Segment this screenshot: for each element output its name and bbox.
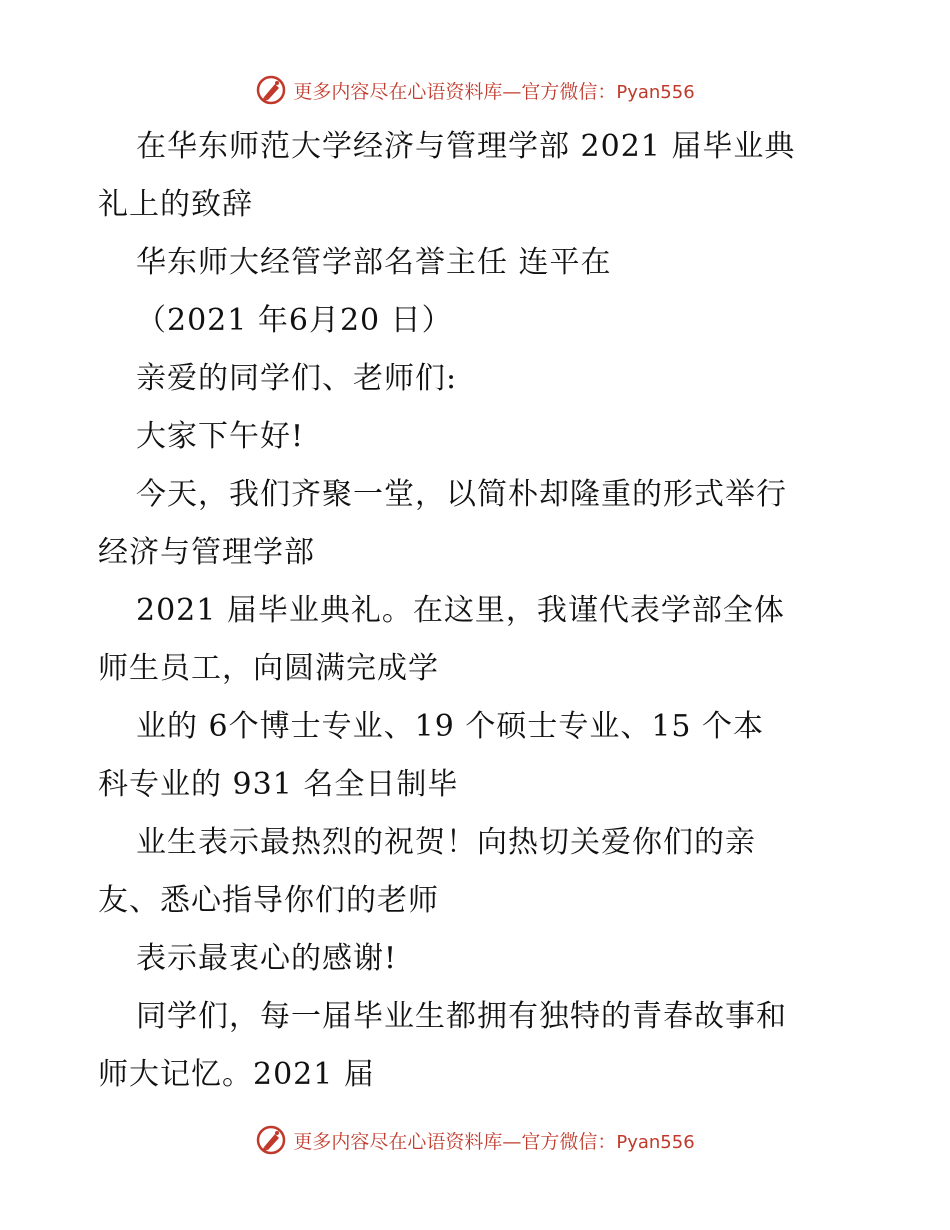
text-line: 师生员工，向圆满完成学: [98, 651, 439, 686]
text-line: 大家下午好!: [136, 419, 305, 454]
text-line: 在华东师范大学经济与管理学部 2021 届毕业典: [136, 129, 796, 164]
watermark-wechat-label: 官方微信：: [521, 1130, 617, 1153]
text-line: 表示最衷心的感谢!: [136, 941, 398, 976]
watermark-wechat-id: Pyan556: [616, 81, 695, 103]
header-watermark: [0, 70, 950, 110]
watermark-site-text: 更多内容尽在心语资料库—: [293, 80, 522, 103]
watermark-content: [255, 1124, 694, 1156]
text-line: 科专业的 931 名全日制毕: [98, 767, 459, 802]
watermark-site-text: 更多内容尽在心语资料库—: [293, 1130, 522, 1153]
watermark-text: [293, 77, 694, 104]
text-line: 同学们，每一届毕业生都拥有独特的青春故事和: [136, 999, 787, 1034]
text-line: （2021 年6月20 日）: [136, 303, 453, 338]
watermark-wechat-id: Pyan556: [616, 1131, 695, 1153]
text-line: 经济与管理学部: [98, 535, 315, 570]
text-line: 师大记忆。2021 届: [98, 1057, 375, 1092]
watermark-content: [255, 74, 694, 106]
document-body: [98, 118, 858, 1104]
text-line: 业生表示最热烈的祝贺！向热切关爱你们的亲: [136, 825, 756, 860]
text-line: 今天，我们齐聚一堂，以简朴却隆重的形式举行: [136, 477, 787, 512]
pen-logo-icon: [255, 74, 287, 106]
watermark-text: [293, 1127, 694, 1154]
text-line: 2021 届毕业典礼。在这里，我谨代表学部全体: [136, 593, 785, 628]
footer-watermark: [0, 1120, 950, 1160]
text-line: 业的 6个博士专业、19 个硕士专业、15 个本: [136, 709, 765, 744]
text-line: 亲爱的同学们、老师们:: [136, 361, 458, 396]
text-line: 礼上的致辞: [98, 187, 253, 222]
text-line: 友、悉心指导你们的老师: [98, 883, 439, 918]
text-line: 华东师大经管学部名誉主任 连平在: [136, 245, 612, 280]
pen-logo-icon: [255, 1124, 287, 1156]
watermark-wechat-label: 官方微信：: [521, 80, 617, 103]
